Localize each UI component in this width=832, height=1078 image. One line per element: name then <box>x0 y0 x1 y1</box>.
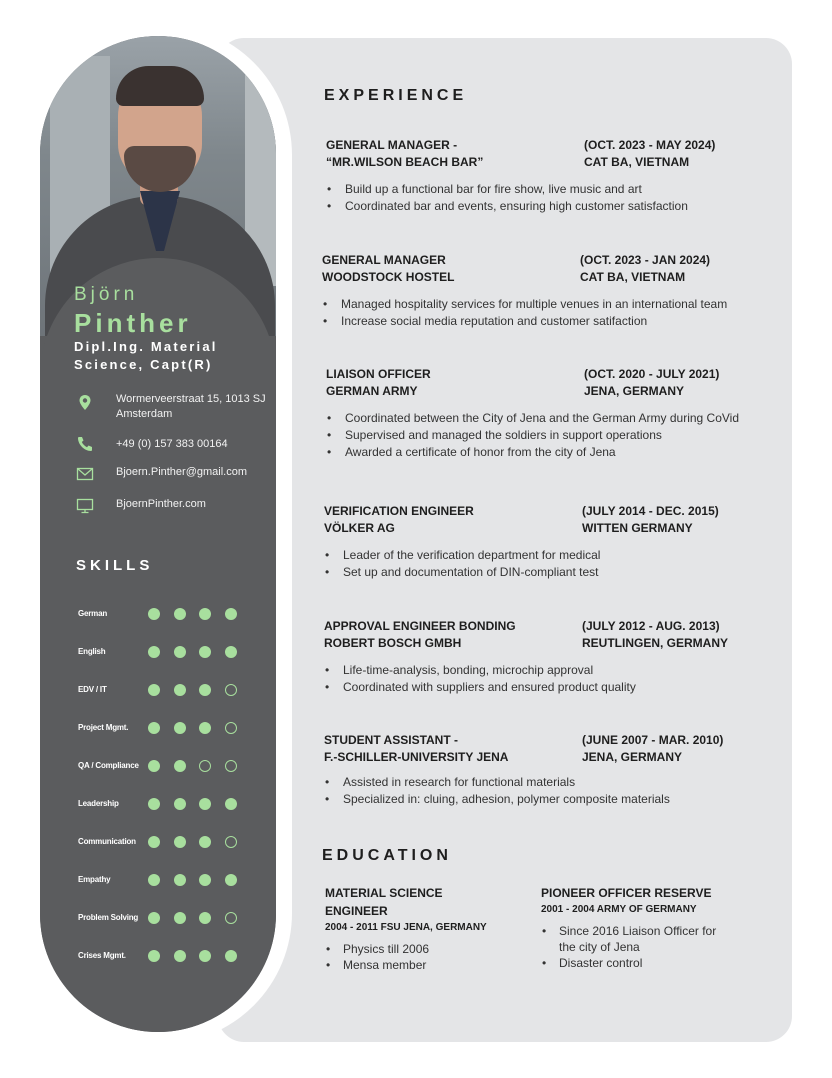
skill-name: English <box>78 647 106 656</box>
education-bullets <box>325 941 500 973</box>
skill-dot-empty <box>225 836 237 848</box>
skill-dot-empty <box>225 912 237 924</box>
job-employer: VÖLKER AG <box>324 521 395 535</box>
job-dates: (JULY 2012 - AUG. 2013) <box>582 619 720 633</box>
skill-dot-filled <box>174 646 186 658</box>
job-location: JENA, GERMANY <box>584 384 685 398</box>
job-title: STUDENT ASSISTANT - <box>324 733 458 747</box>
job-period <box>582 732 782 766</box>
education-bullet: • Disaster control <box>541 955 731 971</box>
job-bullet: • Coordinated between the City of Jena and the German Army during CoVid <box>326 410 766 427</box>
skill-name: Project Mgmt. <box>78 723 129 732</box>
job-bullet: • Coordinated with suppliers and ensured product quality <box>324 679 764 696</box>
skill-dot-empty <box>225 760 237 772</box>
job-bullet: • Specialized in: cluing, adhesion, polymer composite materials <box>324 791 764 808</box>
skill-dot-filled <box>199 912 211 924</box>
job-bullet: • Increase social media reputation and customer satifaction <box>322 313 762 330</box>
degree-meta: 2004 - 2011 FSU JENA, GERMANY <box>325 922 487 933</box>
skill-dot-filled <box>225 646 237 658</box>
job-title: VERIFICATION ENGINEER <box>324 504 474 518</box>
job-bullet: • Coordinated bar and events, ensuring high customer satisfaction <box>326 198 766 215</box>
monitor-icon <box>76 497 94 515</box>
skill-name: Problem Solving <box>78 913 139 922</box>
job-bullet: • Awarded a certificate of honor from the city of Jena <box>326 444 766 461</box>
job-title: GENERAL MANAGER - <box>326 138 458 152</box>
last-name: Pinther <box>74 308 192 338</box>
skill-dot-filled <box>148 608 160 620</box>
job-employer: GERMAN ARMY <box>326 384 418 398</box>
skill-dot-filled <box>174 912 186 924</box>
skill-dot-filled <box>174 836 186 848</box>
email-text: Bjoern.Pinther@gmail.com <box>116 466 247 478</box>
skill-row <box>78 797 248 813</box>
job-location: CAT BA, VIETNAM <box>580 270 686 284</box>
job-bullets <box>326 410 766 461</box>
skill-dot-filled <box>174 798 186 810</box>
job-title: GENERAL MANAGER <box>322 253 446 267</box>
skill-dot-filled <box>199 722 211 734</box>
skill-dot-filled <box>174 760 186 772</box>
skill-name: QA / Compliance <box>78 761 139 770</box>
skills-heading: SKILLS <box>76 557 154 574</box>
skill-dot-filled <box>199 684 211 696</box>
skill-dot-filled <box>199 950 211 962</box>
skill-dot-filled <box>199 836 211 848</box>
job-bullet: • Set up and documentation of DIN-compliant test <box>324 564 764 581</box>
experience-heading: EXPERIENCE <box>324 87 468 104</box>
job-title: LIAISON OFFICER <box>326 367 431 381</box>
job-bullets <box>324 662 764 696</box>
skill-dot-filled <box>225 798 237 810</box>
skill-name: Crises Mgmt. <box>78 951 126 960</box>
skill-dot-filled <box>199 646 211 658</box>
skill-dot-filled <box>199 608 211 620</box>
skill-dot-filled <box>225 874 237 886</box>
job-bullets <box>324 774 764 808</box>
job-employer: F.-SCHILLER-UNIVERSITY JENA <box>324 750 509 764</box>
map-pin-icon <box>76 394 94 412</box>
skill-dot-filled <box>148 722 160 734</box>
job-employer: WOODSTOCK HOSTEL <box>322 270 455 284</box>
job-role <box>326 137 576 171</box>
education-bullet: • Since 2016 Liaison Officer for the city of Jena <box>541 923 731 955</box>
job-title: APPROVAL ENGINEER BONDING <box>324 619 516 633</box>
skill-dot-filled <box>174 874 186 886</box>
job-period <box>580 252 780 286</box>
job-bullet: • Build up a functional bar for fire show, live music and art <box>326 181 766 198</box>
address-text: Wormerveerstraat 15, 1013 SJ Amsterdam <box>116 393 266 420</box>
mail-icon <box>76 465 94 483</box>
education-bullets <box>541 923 731 971</box>
skill-row <box>78 949 248 965</box>
skill-dot-filled <box>174 608 186 620</box>
job-location: CAT BA, VIETNAM <box>584 155 690 169</box>
skill-dot-empty <box>199 760 211 772</box>
job-bullets <box>326 181 766 215</box>
skill-name: EDV / IT <box>78 685 107 694</box>
skill-dot-filled <box>199 874 211 886</box>
skill-name: Leadership <box>78 799 119 808</box>
skill-dot-filled <box>148 950 160 962</box>
skill-dot-filled <box>148 874 160 886</box>
job-employer: ROBERT BOSCH GMBH <box>324 636 462 650</box>
job-period <box>584 366 784 400</box>
job-bullets <box>322 296 762 330</box>
job-dates: (JULY 2014 - DEC. 2015) <box>582 504 719 518</box>
degree-title: PIONEER OFFICER RESERVE <box>541 886 712 900</box>
education-bullet: • Physics till 2006 <box>325 941 500 957</box>
skill-dot-filled <box>148 798 160 810</box>
professional-title: Dipl.Ing. Material Science, Capt(R) <box>74 339 218 372</box>
job-location: JENA, GERMANY <box>582 750 683 764</box>
website-text: BjoernPinther.com <box>116 498 206 510</box>
skill-row <box>78 759 248 775</box>
job-dates: (OCT. 2023 - MAY 2024) <box>584 138 716 152</box>
skill-name: Communication <box>78 837 136 846</box>
skill-dot-filled <box>148 646 160 658</box>
skill-dot-filled <box>148 684 160 696</box>
degree-meta: 2001 - 2004 ARMY OF GERMANY <box>541 904 697 915</box>
skill-dot-filled <box>174 950 186 962</box>
skill-row <box>78 683 248 699</box>
job-bullets <box>324 547 764 581</box>
job-employer: “MR.WILSON BEACH BAR” <box>326 155 484 169</box>
skill-dot-filled <box>148 912 160 924</box>
job-role <box>322 252 572 286</box>
skill-dot-filled <box>148 760 160 772</box>
job-role <box>324 732 574 766</box>
education-heading: EDUCATION <box>322 847 452 864</box>
skill-dot-filled <box>225 608 237 620</box>
job-role <box>324 618 574 652</box>
skill-dot-empty <box>225 722 237 734</box>
skill-dot-empty <box>225 684 237 696</box>
skill-dot-filled <box>225 950 237 962</box>
job-bullet: • Assisted in research for functional materials <box>324 774 764 791</box>
skill-row <box>78 873 248 889</box>
first-name: Björn <box>74 284 139 305</box>
job-dates: (OCT. 2020 - JULY 2021) <box>584 367 720 381</box>
job-bullet: • Life-time-analysis, bonding, microchip approval <box>324 662 764 679</box>
education-entry <box>541 884 731 971</box>
phone-text: +49 (0) 157 383 00164 <box>116 438 228 450</box>
skill-name: German <box>78 609 108 618</box>
skill-dot-filled <box>174 684 186 696</box>
education-entry <box>325 884 500 973</box>
job-role <box>324 503 574 537</box>
skill-row <box>78 911 248 927</box>
job-location: REUTLINGEN, GERMANY <box>582 636 729 650</box>
job-bullet: • Leader of the verification department for medical <box>324 547 764 564</box>
job-bullet: • Supervised and managed the soldiers in support operations <box>326 427 766 444</box>
degree-title: MATERIAL SCIENCE ENGINEER <box>325 886 443 918</box>
skill-row <box>78 835 248 851</box>
skill-row <box>78 607 248 623</box>
phone-icon <box>76 435 94 453</box>
skill-dot-filled <box>199 798 211 810</box>
job-dates: (OCT. 2023 - JAN 2024) <box>580 253 711 267</box>
job-dates: (JUNE 2007 - MAR. 2010) <box>582 733 724 747</box>
skill-dot-filled <box>174 722 186 734</box>
job-location: WITTEN GERMANY <box>582 521 693 535</box>
skill-name: Empathy <box>78 875 111 884</box>
skill-row <box>78 721 248 737</box>
job-role <box>326 366 576 400</box>
job-bullet: • Managed hospitality services for multiple venues in an international team <box>322 296 762 313</box>
skill-dot-filled <box>148 836 160 848</box>
skill-row <box>78 645 248 661</box>
education-bullet: • Mensa member <box>325 957 500 973</box>
job-period <box>582 618 782 652</box>
job-period <box>584 137 784 171</box>
job-period <box>582 503 782 537</box>
